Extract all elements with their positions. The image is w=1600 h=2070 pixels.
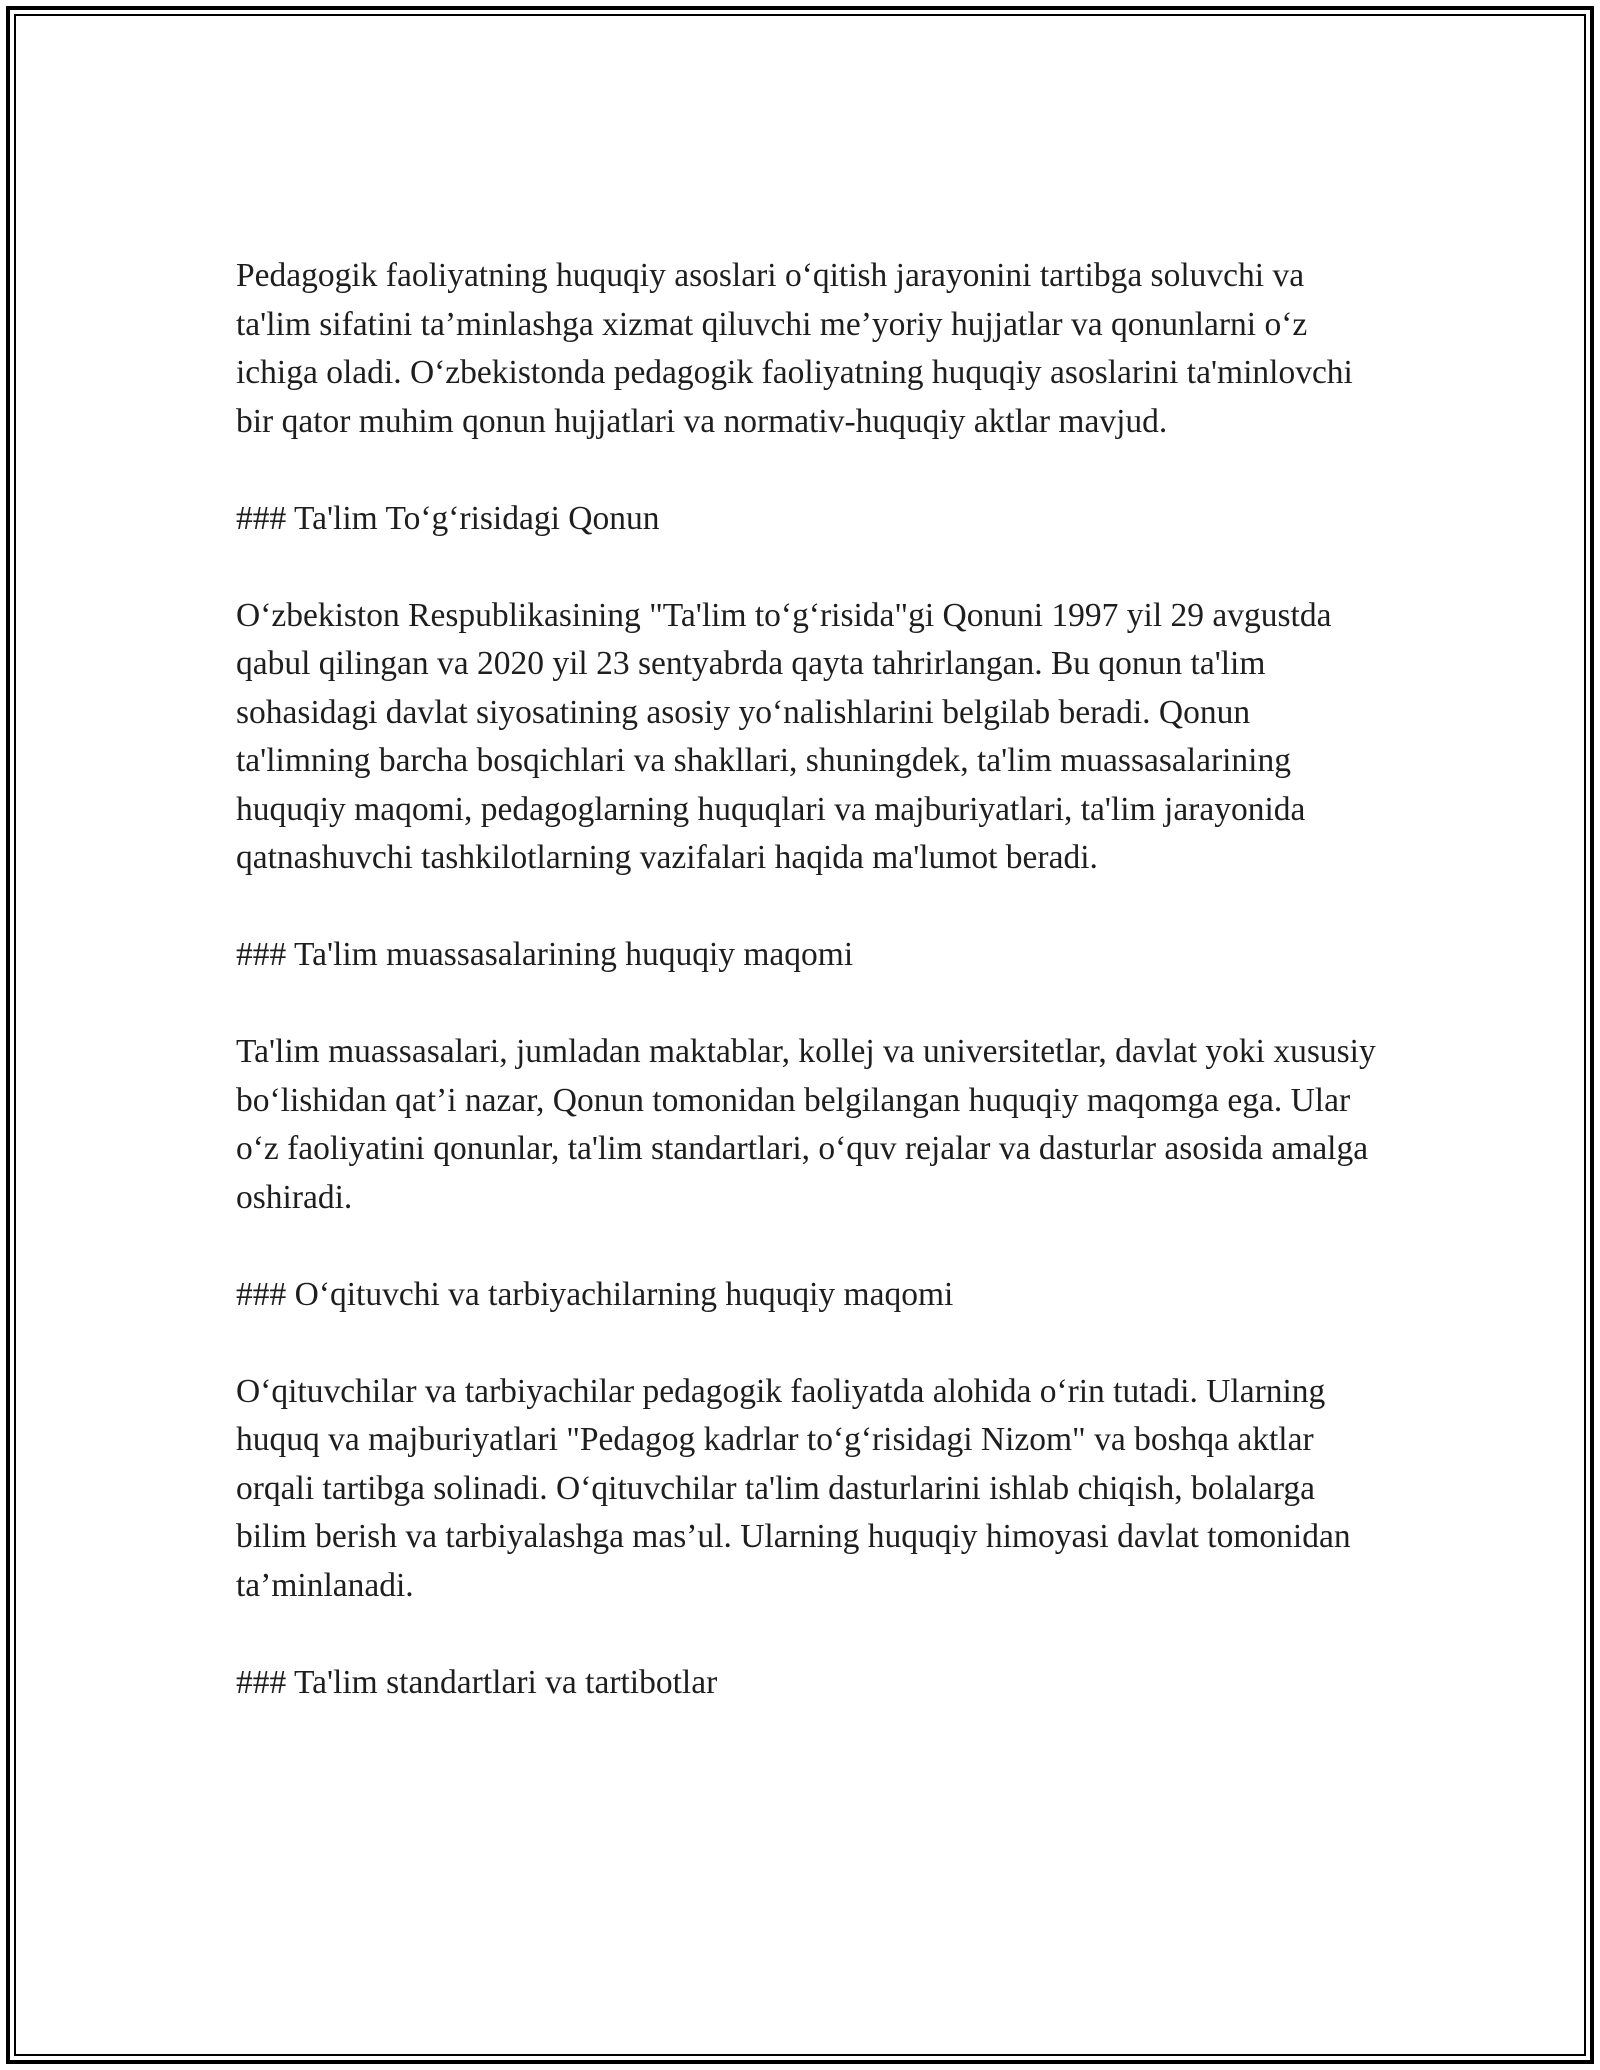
intro-paragraph: Pedagogik faoliyatning huquqiy asoslari o‘qitish jarayonini tartibga soluvchi va ta'lim sifatini ta’minlashga xizmat qiluvchi me’yoriy hujjatlar va qonunlarni o‘z ichiga oladi. O‘zbekistonda pedagogik faoliyatning huquqiy asoslarini ta'minlovchi bir qator muhim qonun hujjatlari va normativ-huquqiy aktlar mavjud. [236,257,1353,440]
section-heading-standartlar: ### Ta'lim standartlari va tartibotlar [236,1663,718,1701]
section-heading-oqituvchi-maqomi: ### O‘qituvchi va tarbiyachilarning huquqiy maqomi [236,1275,954,1313]
muassasalar-maqomi-paragraph: Ta'lim muassasalari, jumladan maktablar, kollej va universitetlar, davlat yoki xususiy bo‘lishidan qat’i nazar, Qonun tomonidan belgilangan huquqiy maqomga ega. Ular o‘z faoliyatini qonunlar, ta'lim standartlari, o‘quv rejalar va dasturlar asosida amalga oshiradi. [236,1033,1376,1216]
oqituvchi-maqomi-paragraph: O‘qituvchilar va tarbiyachilar pedagogik faoliyatda alohida o‘rin tutadi. Ularning huquq va majburiyatlari "Pedagog kadrlar to‘g‘risidagi Nizom" va boshqa aktlar orqali tartibga solinadi. O‘qituvchilar ta'lim dasturlarini ishlab chiqish, bolalarga bilim berish va tarbiyalashga mas’ul. Ularning huquqiy himoyasi davlat tomonidan ta’minlanadi. [236,1372,1351,1604]
talim-qonun-paragraph: O‘zbekiston Respublikasining "Ta'lim to‘g‘risida"gi Qonuni 1997 yil 29 avgustda qabul qilingan va 2020 yil 23 sentyabrda qayta tahrirlangan. Bu qonun ta'lim sohasidagi davlat siyosatining asosiy yo‘nalishlarini belgilab beradi. Qonun ta'limning barcha bosqichlari va shakllari, shuningdek, ta'lim muassasalarining huquqiy maqomi, pedagoglarning huquqlari va majburiyatlari, ta'lim jarayonida qatnashuvchi tashkilotlarning vazifalari haqida ma'lumot beradi. [236,596,1332,876]
section-heading-muassasalar-maqomi: ### Ta'lim muassasalarining huquqiy maqomi [236,936,854,973]
document-body [236,252,1376,1707]
section-heading-talim-qonun: ### Ta'lim To‘g‘risidagi Qonun [236,499,660,537]
